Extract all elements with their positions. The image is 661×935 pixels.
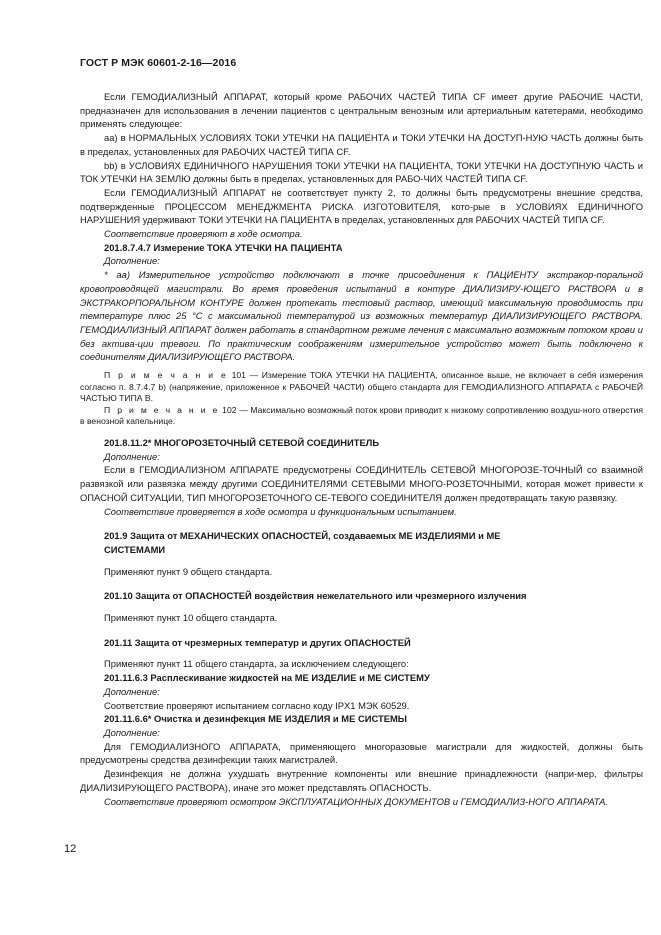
heading-line: 201.9 Защита от МЕХАНИЧЕСКИХ ОПАСНОСТЕЙ, создаваемых МЕ ИЗДЕЛИЯМИ и МЕ <box>104 530 501 542</box>
note-label: П р и м е ч а н и е <box>104 370 229 381</box>
note <box>80 370 643 405</box>
paragraph: bb) в УСЛОВИЯХ ЕДИНИЧНОГО НАРУШЕНИЯ ТОКИ УТЕЧКИ НА ПАЦИЕНТА, ТОКИ УТЕЧКИ НА ДОСТУПНУЮ ЧАСТЬ и ТОК УТЕЧКИ НА ЗЕМЛЮ должны быть в пределах, установленных для РАБО-ЧИХ ЧАСТЕЙ ТИПА CF. <box>80 159 643 185</box>
heading-line: СИСТЕМАМИ <box>104 543 166 555</box>
paragraph: Применяют пункт 9 общего стандарта. <box>104 565 273 577</box>
page-number: 12 <box>64 843 77 855</box>
section-heading: 201.11.6.3 Расплескивание жидкостей на МЕ ИЗДЕЛИЕ и МЕ СИСТЕМУ <box>104 672 430 684</box>
section-heading <box>80 529 643 556</box>
compliance-note: Соответствие проверяют в ходе осмотра. <box>104 228 303 240</box>
compliance-note: Соответствие проверяют осмотром ЭКСПЛУАТАЦИОННЫХ ДОКУМЕНТОВ и ГЕМОДИАЛИЗ-НОГО АППАРАТА. <box>104 795 608 807</box>
note-text: 102 — Максимально возможный поток крови приводит к низкому сопротивлению воздуш-ного отверстия в венозной капельнице. <box>80 404 643 427</box>
paragraph: Если ГЕМОДИАЛИЗНЫЙ АППАРАТ, который кроме РАБОЧИХ ЧАСТЕЙ ТИПА CF имеет другие РАБОЧИЕ ЧАСТИ, предназначен для использования в лечении пациентов с центральным венозным или артериальным катетерами, необходимо применять следующее: <box>80 91 643 130</box>
paragraph: Если ГЕМОДИАЛИЗНЫЙ АППАРАТ не соответствует пункту 2, то должны быть предусмотрены внешние средства, подтвержденные ПРОЦЕССОМ МЕНЕДЖМЕНТА РИСКА ИЗГОТОВИТЕЛЯ, кото-рые в УСЛОВИЯХ ЕДИНИЧНОГО НАРУШЕНИЯ удерживают ТОКИ УТЕЧКИ НА ПАЦИЕНТА в пределах, установленных для РАБОЧИХ ЧАСТЕЙ ТИПА CF. <box>80 186 643 226</box>
paragraph: Дезинфекция не должна ухудшать внутренние компоненты или внешние принадлежности (напри-мер, фильтры ДИАЛИЗИРУЮЩЕГО РАСТВОРА), иначе это может представлять ОПАСНОСТЬ. <box>80 768 643 793</box>
addition-label: Дополнение: <box>104 450 160 462</box>
section-heading: 201.8.11.2* МНОГОРОЗЕТОЧНЫЙ СЕТЕВОЙ СОЕДИНИТЕЛЬ <box>104 437 380 449</box>
section-heading: 201.8.7.4.7 Измерение ТОКА УТЕЧКИ НА ПАЦИЕНТА <box>104 241 343 253</box>
paragraph: Применяют пункт 11 общего стандарта, за исключением следующего: <box>104 658 409 670</box>
addition-label: Дополнение: <box>104 726 160 738</box>
note-text: 101 — Измерение ТОКА УТЕЧКИ НА ПАЦИЕНТА, описанное выше, не включает в себя измерения согласно п. 8.7.4.7 b) (напряжение, приложенное к РАБОЧЕЙ ЧАСТИ) общего стандарта для ГЕМОДИАЛИЗНОГО АППАРАТА с РАБОЧЕЙ ЧАСТЬЮ ТИПА В. <box>80 370 643 404</box>
paragraph: аа) в НОРМАЛЬНЫХ УСЛОВИЯХ ТОКИ УТЕЧКИ НА ПАЦИЕНТА и ТОКИ УТЕЧКИ НА ДОСТУП-НУЮ ЧАСТЬ должны быть в пределах, установленных для РАБОЧИХ ЧАСТЕЙ ТИПА CF. <box>80 132 643 157</box>
paragraph: Соответствие проверяют испытанием согласно коду IPX1 МЭК 60529. <box>104 699 410 711</box>
paragraph: Для ГЕМОДИАЛИЗНОГО АППАРАТА, применяющего многоразовые магистрали для жидкостей, должны быть предусмотрены средства дезинфекции таких магистралей. <box>80 740 643 766</box>
paragraph: Если в ГЕМОДИАЛИЗНОМ АППАРАТЕ предусмотрены СОЕДИНИТЕЛЬ СЕТЕВОЙ МНОГОРОЗЕ-ТОЧНЫЙ со взаимной развязкой или развязка между другими СОЕДИНИТЕЛЯМИ СЕТЕВЫМИ МНОГО-РОЗЕТОЧНЫМИ, которая может привести к ОПАСНОЙ СИТУАЦИИ, ТИП МНОГОРОЗЕТОЧНОГО СЕ-ТЕВОГО СОЕДИНИТЕЛЯ должен предотвращать такую развязку. <box>80 464 643 503</box>
document-header: ГОСТ Р МЭК 60601-2-16—2016 <box>80 57 237 69</box>
compliance-note: Соответствие проверяется в ходе осмотра и функциональным испытанием. <box>104 505 457 517</box>
section-heading: 201.11.6.6* Очистка и дезинфекция МЕ ИЗДЕЛИЯ и МЕ СИСТЕМЫ <box>104 713 407 725</box>
paragraph: * аа) Измерительное устройство подключают в точке присоединения к ПАЦИЕНТУ экстракор-поральной кровопроводящей магистрали. Во время проведения испытаний в контуре ДИАЛИЗИРУ-ЮЩЕГО РАСТВОРА и в ЭКСТРАКОРПОРАЛЬНОМ КОНТУРЕ должен протекать тестовый раствор, имеющий максимальную проводимость при температуре плюс 25 °C с максимальной температурой из возможных температур ДИАЛИЗИРУЮЩЕГО РАСТВОРА. ГЕМОДИАЛИЗНЫЙ АППАРАТ должен работать в стандартном режиме лечения с максимально возможным потоком крови и без актива-ции тревоги. По практическим соображениям измерительное устройство может быть подключено к соединителям ДИАЛИЗИРУЮЩЕГО РАСТВОРА. <box>80 269 643 363</box>
paragraph: Применяют пункт 10 общего стандарта. <box>104 612 278 624</box>
note <box>80 405 643 428</box>
addition-label: Дополнение: <box>104 685 160 697</box>
page-content <box>80 90 643 808</box>
section-heading: 201.11 Защита от чрезмерных температур и других ОПАСНОСТЕЙ <box>104 636 411 648</box>
section-heading: 201.10 Защита от ОПАСНОСТЕЙ воздействия нежелательного или чрезмерного излучения <box>104 590 527 602</box>
note-label: П р и м е ч а н и е <box>104 404 220 415</box>
addition-label: Дополнение: <box>104 255 160 267</box>
